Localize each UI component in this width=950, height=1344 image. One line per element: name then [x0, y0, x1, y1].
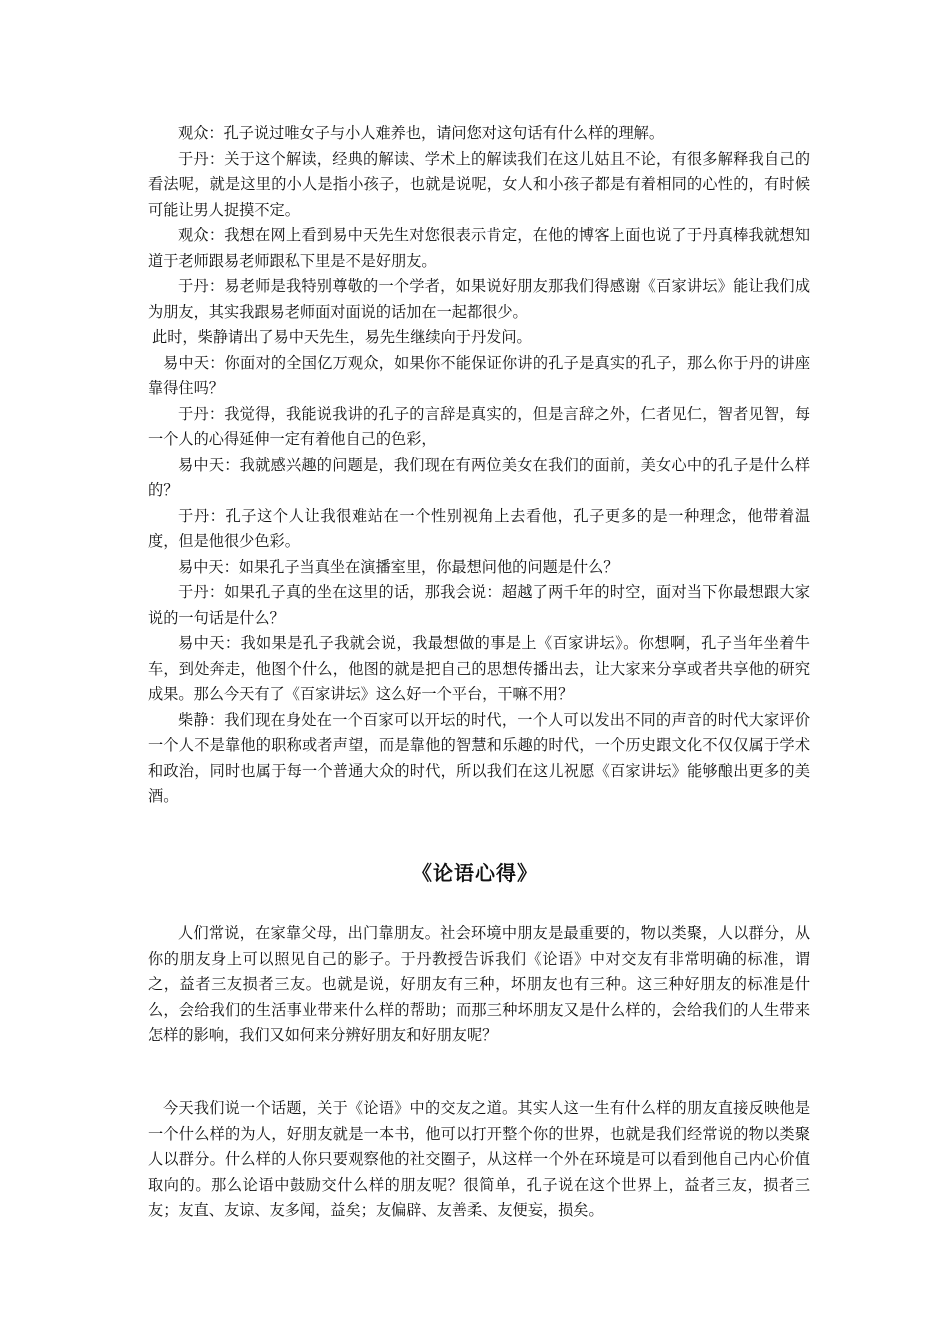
dialogue-section: [148, 121, 810, 810]
essay-intro: [148, 921, 810, 1049]
dialogue-paragraph: 易中天：你面对的全国亿万观众，如果你不能保证你讲的孔子是真实的孔子，那么你于丹的讲座靠得住吗？: [148, 353, 810, 397]
section-title: 《论语心得》: [412, 861, 538, 885]
dialogue-paragraph: 观众：孔子说过唯女子与小人难养也，请问您对这句话有什么样的理解。: [178, 124, 664, 142]
dialogue-paragraph: 于丹：关于这个解读，经典的解读、学术上的解读我们在这儿姑且不论，有很多解释我自己的看法呢，就是这里的小人是指小孩子，也就是说呢，女人和小孩子都是有着相同的心性的，有时候可能让男人捉摸不定。: [148, 149, 810, 219]
essay-paragraph: 人们常说，在家靠父母，出门靠朋友。社会环境中朋友是最重要的，物以类聚，人以群分，从你的朋友身上可以照见自己的影子。于丹教授告诉我们《论语》中对交友有非常明确的标准，谓之，益者三友损者三友。也就是说，好朋友有三种，坏朋友也有三种。这三种好朋友的标准是什么，会给我们的生活事业带来什么样的帮助；而那三种坏朋友又是什么样的，会给我们的人生带来怎样的影响，我们又如何来分辨好朋友和好朋友呢？: [148, 924, 810, 1044]
essay-body: [148, 1096, 810, 1224]
narration-paragraph: 此时，柴静请出了易中天先生，易先生继续向于丹发问。: [152, 328, 532, 346]
dialogue-paragraph: 易中天：如果孔子当真坐在演播室里，你最想问他的问题是什么？: [178, 557, 619, 576]
dialogue-paragraph: 柴静：我们现在身处在一个百家可以开坛的时代，一个人可以发出不同的声音的时代大家评价一个人不是靠他的职称或者声望，而是靠他的智慧和乐趣的时代，一个历史跟文化不仅仅属于学术和政治，同时也属于每一个普通大众的时代，所以我们在这儿祝愿《百家讲坛》能够酿出更多的美酒。: [148, 710, 810, 805]
dialogue-paragraph: 于丹：易老师是我特别尊敬的一个学者，如果说好朋友那我们得感谢《百家讲坛》能让我们成为朋友，其实我跟易老师面对面说的话加在一起都很少。: [148, 277, 810, 321]
dialogue-paragraph: 易中天：我如果是孔子我就会说，我最想做的事是上《百家讲坛》。你想啊，孔子当年坐着牛车，到处奔走，他图个什么，他图的就是把自己的思想传播出去，让大家来分享或者共享他的研究成果。那么今天有了《百家讲坛》这么好一个平台，干嘛不用？: [148, 634, 810, 703]
essay-paragraph: 今天我们说一个话题，关于《论语》中的交友之道。其实人这一生有什么样的朋友直接反映他是一个什么样的为人，好朋友就是一本书，他可以打开整个你的世界，也就是我们经常说的物以类聚人以群分。什么样的人你只要观察他的社交圈子，从这样一个外在环境是可以看到他自己内心价值取向的。那么论语中鼓励交什么样的朋友呢？很简单，孔子说在这个世界上，益者三友，损者三友；友直、友谅、友多闻，益矣；友偏辟、友善柔、友便妄，损矣。: [148, 1099, 810, 1219]
dialogue-paragraph: 于丹：如果孔子真的坐在这里的话，那我会说：超越了两千年的时空，面对当下你最想跟大家说的一句话是什么？: [148, 583, 810, 627]
dialogue-paragraph: 于丹：孔子这个人让我很难站在一个性别视角上去看他，孔子更多的是一种理念，他带着温度，但是他很少色彩。: [148, 506, 810, 550]
dialogue-paragraph: 于丹：我觉得，我能说我讲的孔子的言辞是真实的，但是言辞之外，仁者见仁，智者见智，每一个人的心得延伸一定有着他自己的色彩，: [148, 404, 810, 448]
dialogue-paragraph: 观众：我想在网上看到易中天先生对您很表示肯定，在他的博客上面也说了于丹真棒我就想知道于老师跟易老师跟私下里是不是好朋友。: [148, 226, 810, 270]
dialogue-paragraph: 易中天：我就感兴趣的问题是，我们现在有两位美女在我们的面前，美女心中的孔子是什么样的？: [148, 455, 810, 499]
